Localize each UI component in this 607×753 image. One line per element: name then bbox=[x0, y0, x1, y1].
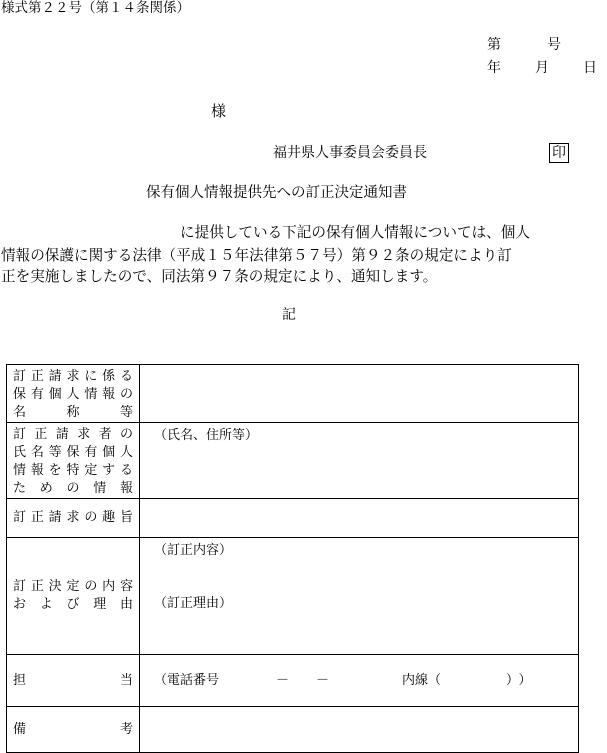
value-remarks[interactable] bbox=[140, 707, 579, 753]
correction-reason-note: （訂正理由） bbox=[154, 596, 233, 611]
extension-label: 内線（ bbox=[402, 673, 442, 688]
ki-heading: 記 bbox=[282, 307, 296, 323]
form-number: 様式第２２号（第１４条関係） bbox=[1, 0, 190, 16]
table-row bbox=[7, 707, 579, 753]
document-title: 保有個人情報提供先への訂正決定通知書 bbox=[146, 185, 407, 201]
phone-dash-1: － bbox=[276, 673, 290, 688]
seal-mark: 印 bbox=[549, 143, 569, 163]
value-decision-content[interactable] bbox=[140, 538, 579, 655]
label-decision-content: 訂正決定の内容 および理由 bbox=[7, 538, 140, 655]
label-request-purpose: 訂正請求の趣旨 bbox=[7, 499, 140, 538]
issue-date: 年 月 日 bbox=[487, 60, 607, 76]
label-request-info-name: 訂正請求に係る 保有個人情報の 名 称 等 bbox=[7, 365, 140, 423]
addressee-suffix: 様 bbox=[211, 102, 227, 120]
value-contact[interactable] bbox=[140, 655, 579, 707]
table-row bbox=[7, 538, 579, 655]
sender-name: 福井県人事委員会委員長 bbox=[273, 145, 427, 161]
label-requester-info: 訂正請求者の 氏名等保有個人 情報を特定する た め の 情 報 bbox=[7, 423, 140, 499]
document-number: 第 号 bbox=[487, 37, 562, 53]
table-row bbox=[7, 365, 579, 423]
label-remarks: 備 考 bbox=[7, 707, 140, 753]
body-line-1: に提供している下記の保有個人情報については、個人 bbox=[180, 224, 530, 241]
label-contact: 担 当 bbox=[7, 655, 140, 707]
table-row bbox=[7, 655, 579, 707]
phone-label: （電話番号 bbox=[154, 673, 220, 688]
body-line-2: 情報の保護に関する法律（平成１５年法律第５７号）第９２条の規定により訂 bbox=[1, 247, 512, 264]
table-row bbox=[7, 499, 579, 538]
extension-close: ）） bbox=[506, 673, 538, 688]
value-request-info-name[interactable] bbox=[140, 365, 579, 423]
phone-dash-2: － bbox=[316, 673, 330, 688]
value-request-purpose[interactable] bbox=[140, 499, 579, 538]
notice-table bbox=[6, 364, 579, 753]
body-line-3: 正を実施しましたので、同法第９７条の規定により、通知します。 bbox=[1, 268, 438, 285]
table-row bbox=[7, 423, 579, 499]
name-address-note: （氏名、住所等） bbox=[154, 428, 259, 443]
value-requester-info[interactable] bbox=[140, 423, 579, 499]
correction-content-note: （訂正内容） bbox=[154, 543, 233, 558]
